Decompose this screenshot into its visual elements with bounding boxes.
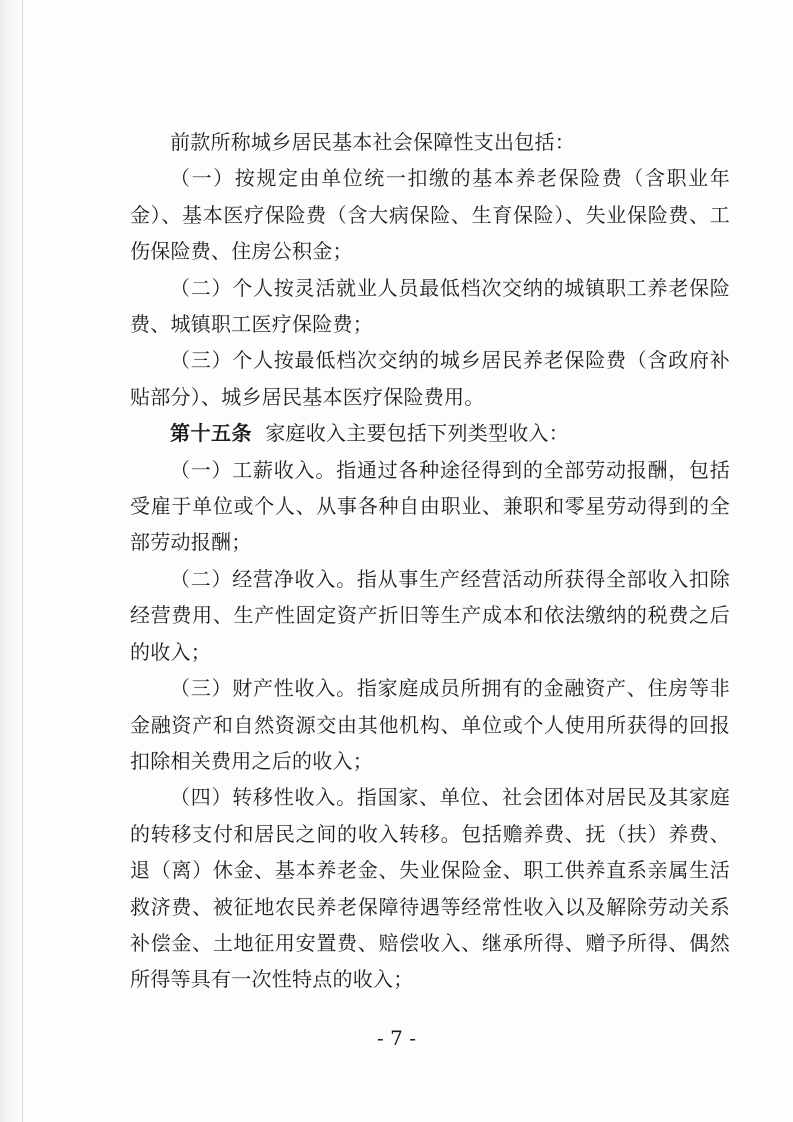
paragraph-support-expenses-intro bbox=[130, 124, 730, 160]
paragraph-transfer-income bbox=[130, 779, 730, 997]
paragraph-property-income bbox=[130, 670, 730, 779]
document-body bbox=[130, 124, 730, 998]
paragraph-text: （四）转移性收入。指国家、单位、社会团体对居民及其家庭的转移支付和居民之间的收入转移。包括赡养费、抚（扶）养费、退（离）休金、基本养老金、失业保险金、职工供养直系亲属生活救济费、被征地农民养老保障待遇等经常性收入以及解除劳动关系补偿金、土地征用安置费、赔偿收入、继承所得、赠予所得、偶然所得等具有一次性特点的收入； bbox=[130, 785, 730, 992]
paragraph-resident-insurance bbox=[130, 342, 730, 415]
scan-edge-shadow bbox=[0, 0, 20, 1122]
paragraph-text: （三）个人按最低档次交纳的城乡居民养老保险费（含政府补贴部分）、城乡居民基本医疗保险费用。 bbox=[130, 348, 730, 409]
article-15 bbox=[130, 415, 730, 451]
paragraph-business-income bbox=[130, 561, 730, 670]
paragraph-text: （二）经营净收入。指从事生产经营活动所获得全部收入扣除经营费用、生产性固定资产折旧等生产成本和依法缴纳的税费之后的收入； bbox=[130, 566, 730, 664]
paragraph-wage-income bbox=[130, 452, 730, 561]
paragraph-text: （一）工薪收入。指通过各种途径得到的全部劳动报酬，包括受雇于单位或个人、从事各种自由职业、兼职和零星劳动得到的全部劳动报酬； bbox=[130, 457, 730, 555]
paragraph-text: 家庭收入主要包括下列类型收入： bbox=[265, 421, 569, 446]
paragraph-text: （一）按规定由单位统一扣缴的基本养老保险费（含职业年金）、基本医疗保险费（含大病保险、生育保险）、失业保险费、工伤保险费、住房公积金； bbox=[130, 166, 730, 264]
page-number: - 7 - bbox=[377, 1026, 416, 1050]
article-number: 第十五条 bbox=[170, 421, 252, 446]
paragraph-flexible-employment-insurance bbox=[130, 270, 730, 343]
paragraph-text: （三）财产性收入。指家庭成员所拥有的金融资产、住房等非金融资产和自然资源交由其他机构、单位或个人使用所获得的回报扣除相关费用之后的收入； bbox=[130, 676, 730, 773]
paragraph-text: （二）个人按灵活就业人员最低档次交纳的城镇职工养老保险费、城镇职工医疗保险费； bbox=[130, 275, 730, 337]
scan-edge-line bbox=[22, 0, 23, 1122]
paragraph-text: 前款所称城乡居民基本社会保障性支出包括： bbox=[170, 130, 575, 154]
paragraph-unit-deducted-insurance bbox=[130, 160, 730, 269]
